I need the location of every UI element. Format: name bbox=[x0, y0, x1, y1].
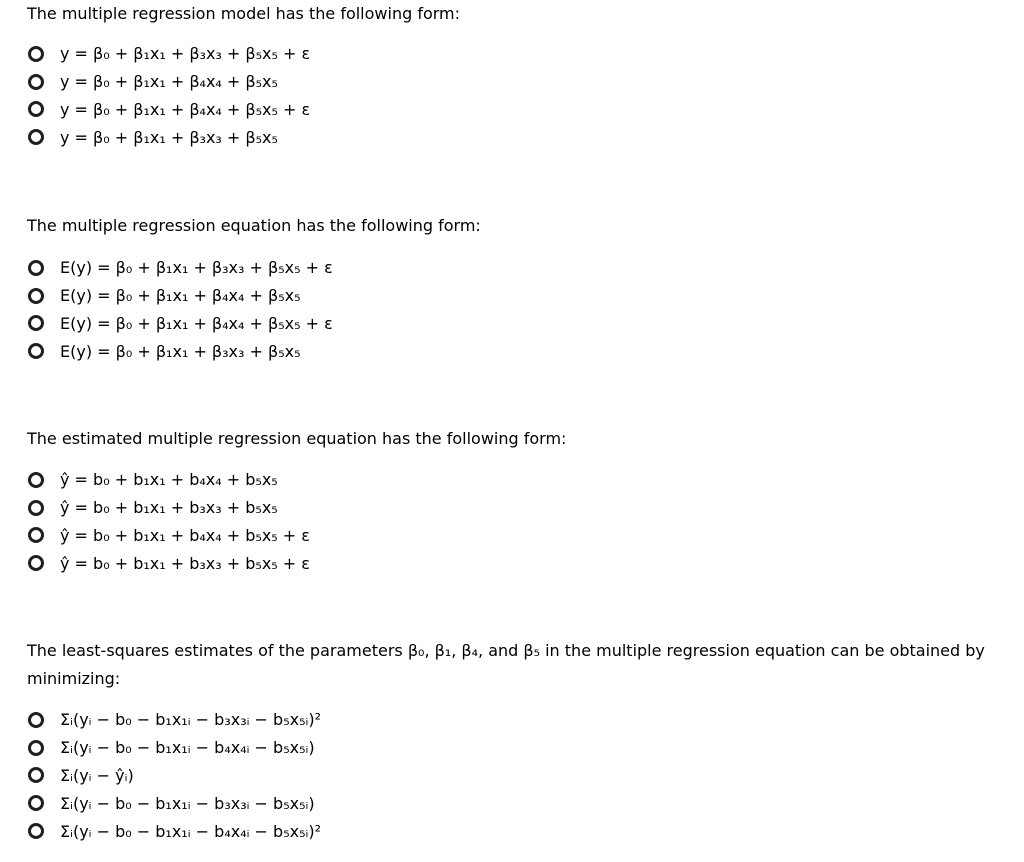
q3-option-2-label: ŷ = b₀ + b₁x₁ + b₃x₃ + b₅x₅ bbox=[60, 498, 278, 518]
q2-option-2-label: E(y) = β₀ + β₁x₁ + β₄x₄ + β₅x₅ bbox=[60, 286, 301, 306]
radio-button[interactable] bbox=[28, 795, 44, 811]
q3-option-2[interactable] bbox=[28, 494, 310, 522]
question-3 bbox=[27, 425, 1017, 453]
q2-option-4-label: E(y) = β₀ + β₁x₁ + β₃x₃ + β₅x₅ bbox=[60, 341, 301, 361]
radio-button[interactable] bbox=[28, 823, 44, 839]
q1-option-1-label: y = β₀ + β₁x₁ + β₃x₃ + β₅x₅ + ε bbox=[60, 44, 311, 64]
q4-option-2[interactable] bbox=[28, 734, 321, 762]
question-1-text: The multiple regression model has the following form: bbox=[27, 4, 461, 23]
radio-button[interactable] bbox=[28, 46, 44, 62]
question-4 bbox=[27, 637, 1017, 693]
question-2 bbox=[27, 212, 1017, 240]
radio-button[interactable] bbox=[28, 555, 44, 571]
q2-option-1[interactable] bbox=[28, 254, 333, 282]
q4-option-3[interactable] bbox=[28, 762, 321, 790]
question-4-options bbox=[28, 706, 321, 845]
q3-option-3-label: ŷ = b₀ + b₁x₁ + b₄x₄ + b₅x₅ + ε bbox=[60, 525, 310, 545]
radio-button[interactable] bbox=[28, 472, 44, 488]
q2-option-4[interactable] bbox=[28, 337, 333, 365]
q2-option-1-label: E(y) = β₀ + β₁x₁ + β₃x₃ + β₅x₅ + ε bbox=[60, 258, 333, 278]
question-2-text: The multiple regression equation has the following form: bbox=[27, 216, 481, 235]
radio-button[interactable] bbox=[28, 315, 44, 331]
question-2-options bbox=[28, 254, 333, 365]
question-3-text: The estimated multiple regression equation has the following form: bbox=[27, 429, 567, 448]
radio-button[interactable] bbox=[28, 740, 44, 756]
q1-option-2[interactable] bbox=[28, 68, 310, 96]
q3-option-3[interactable] bbox=[28, 522, 310, 550]
q3-option-4-label: ŷ = b₀ + b₁x₁ + b₃x₃ + b₅x₅ + ε bbox=[60, 553, 310, 573]
question-1-options bbox=[28, 40, 310, 151]
radio-button[interactable] bbox=[28, 500, 44, 516]
radio-button[interactable] bbox=[28, 767, 44, 783]
radio-button[interactable] bbox=[28, 260, 44, 276]
q4-option-3-label: Σᵢ(yᵢ − ŷᵢ) bbox=[60, 765, 134, 785]
radio-button[interactable] bbox=[28, 74, 44, 90]
q4-option-4[interactable] bbox=[28, 789, 321, 817]
q3-option-1[interactable] bbox=[28, 466, 310, 494]
radio-button[interactable] bbox=[28, 343, 44, 359]
q4-option-5-label: Σᵢ(yᵢ − b₀ − b₁x₁ᵢ − b₄x₄ᵢ − b₅x₅ᵢ)² bbox=[60, 821, 322, 841]
q2-option-3-label: E(y) = β₀ + β₁x₁ + β₄x₄ + β₅x₅ + ε bbox=[60, 313, 333, 333]
q1-option-4-label: y = β₀ + β₁x₁ + β₃x₃ + β₅x₅ bbox=[60, 127, 278, 147]
q1-option-3-label: y = β₀ + β₁x₁ + β₄x₄ + β₅x₅ + ε bbox=[60, 99, 311, 119]
radio-button[interactable] bbox=[28, 712, 44, 728]
q1-option-2-label: y = β₀ + β₁x₁ + β₄x₄ + β₅x₅ bbox=[60, 72, 278, 92]
q4-option-1-label: Σᵢ(yᵢ − b₀ − b₁x₁ᵢ − b₃x₃ᵢ − b₅x₅ᵢ)² bbox=[60, 710, 322, 730]
q3-option-1-label: ŷ = b₀ + b₁x₁ + b₄x₄ + b₅x₅ bbox=[60, 470, 278, 490]
radio-button[interactable] bbox=[28, 288, 44, 304]
q3-option-4[interactable] bbox=[28, 549, 310, 577]
question-4-text: The least-squares estimates of the parameters β₀, β₁, β₄, and β₅ in the multiple regression equation can be obtained by minimizing: bbox=[27, 641, 985, 688]
radio-button[interactable] bbox=[28, 101, 44, 117]
q1-option-4[interactable] bbox=[28, 123, 310, 151]
question-3-options bbox=[28, 466, 310, 577]
q4-option-1[interactable] bbox=[28, 706, 321, 734]
radio-button[interactable] bbox=[28, 527, 44, 543]
q1-option-1[interactable] bbox=[28, 40, 310, 68]
q2-option-3[interactable] bbox=[28, 310, 333, 338]
q4-option-2-label: Σᵢ(yᵢ − b₀ − b₁x₁ᵢ − b₄x₄ᵢ − b₅x₅ᵢ) bbox=[60, 738, 315, 758]
question-1 bbox=[27, 0, 1017, 28]
q1-option-3[interactable] bbox=[28, 96, 310, 124]
radio-button[interactable] bbox=[28, 129, 44, 145]
q4-option-4-label: Σᵢ(yᵢ − b₀ − b₁x₁ᵢ − b₃x₃ᵢ − b₅x₅ᵢ) bbox=[60, 793, 315, 813]
q2-option-2[interactable] bbox=[28, 282, 333, 310]
q4-option-5[interactable] bbox=[28, 817, 321, 845]
